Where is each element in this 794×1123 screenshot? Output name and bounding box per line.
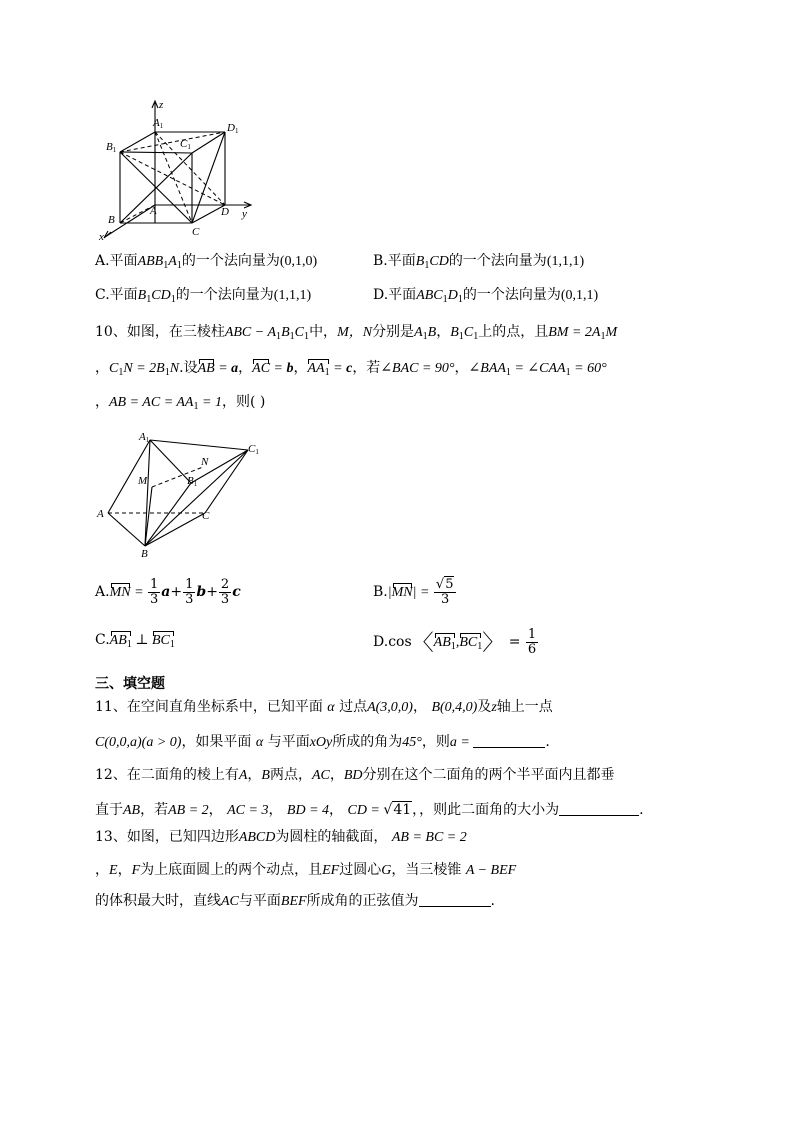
label-B: B: [141, 548, 148, 558]
label-D: D: [221, 206, 229, 218]
q10-option-d[interactable]: D.cos〈$AB_1,BC_1$〉 = $\frac{1}{6}$: [373, 627, 537, 657]
figure-prism: [95, 428, 265, 558]
label-A: A: [97, 508, 104, 520]
label-y: y: [242, 208, 247, 220]
label-C: C: [202, 510, 210, 522]
q9-option-c[interactable]: C.平面$B_1CD_1$的一个法向量为(1,1,1): [95, 287, 312, 306]
label-D1: D1: [227, 122, 239, 135]
q10-line1: 10、如图，在三棱柱ABC − $A_1B_1C_1$中，M，N分别是$A_1B$，$B_1C_1$上的点，且BM = $2A_1M$: [95, 324, 618, 343]
q10-option-b[interactable]: B.|MN| = $\frac{√5}{3}$: [373, 578, 457, 606]
q11-answer-blank[interactable]: [473, 733, 545, 748]
figure-cube: [95, 95, 260, 240]
q10-option-c[interactable]: $C.AB_1$ ⊥ $BC_1$: [95, 632, 175, 651]
q10-line3: ，AB = AC = $AA_1 = 1$，则( ): [95, 394, 266, 413]
q12-line2: 直于AB，若AB = 2， AC = 3， BD = 4， CD = √41，，则此二面角的大小为 .: [95, 802, 644, 818]
q9-option-a[interactable]: A.平面$ABB_1A_1$的一个法向量为(0,1,0): [95, 253, 318, 272]
q10-option-a[interactable]: A.MN = $\frac{1}{3}$ a+ $\frac{1}{3}$ b+ $\frac{2}{3}$ c: [95, 577, 241, 607]
label-N: N: [201, 456, 209, 468]
q9-option-b[interactable]: B.平面$B_1CD$的一个法向量为(1,1,1): [373, 253, 585, 272]
label-C1: C1: [248, 443, 259, 456]
q12-answer-blank[interactable]: [559, 801, 639, 816]
label-M: M: [138, 475, 148, 487]
label-A: A: [150, 205, 157, 217]
q13-line3: 的体积最大时，直线AC与平面BEF所成角的正弦值为 .: [95, 893, 495, 909]
label-C: C: [192, 226, 200, 238]
q9-option-d[interactable]: D.平面$ABC_1D_1$的一个法向量为(0,1,1): [373, 287, 599, 306]
label-B1: B1: [106, 141, 117, 154]
section-title: 三、填空题: [95, 676, 165, 692]
label-z: z: [159, 99, 164, 111]
q13-line2: ，E，F为上底面圆上的两个动点，且EF过圆心G，当三棱锥 A − BEF: [95, 862, 517, 878]
label-x: x: [99, 231, 104, 240]
label-A1: A1: [153, 117, 164, 130]
q13-answer-blank[interactable]: [419, 892, 491, 907]
q12-line1: 12、在二面角的棱上有A，B两点，AC，BD分别在这个二面角的两个半平面内且都垂: [95, 767, 615, 783]
label-A1: A1: [139, 431, 150, 444]
q13-line1: 13、如图，已知四边形ABCD为圆柱的轴截面， AB = BC = 2: [95, 829, 467, 845]
q11-line2: C(0,0,a)(a > 0)，如果平面 α 与平面xOy所成的角为45°，则a = .: [95, 734, 550, 750]
q10-line2: ，$C_1N = 2B_1N$.设AB = a，AC = b，$AA_1 = c$，若∠BAC = 90°，$\angle BAA_1$ = $\angle CAA_1 = 60^\circ$: [95, 360, 607, 379]
q11-line1: 11、在空间直角坐标系中，已知平面 α 过点A(3,0,0)， B(0,4,0)及z轴上一点: [95, 699, 553, 715]
label-B1: B1: [187, 475, 198, 488]
label-B: B: [108, 214, 115, 226]
label-C1: C1: [180, 138, 191, 151]
